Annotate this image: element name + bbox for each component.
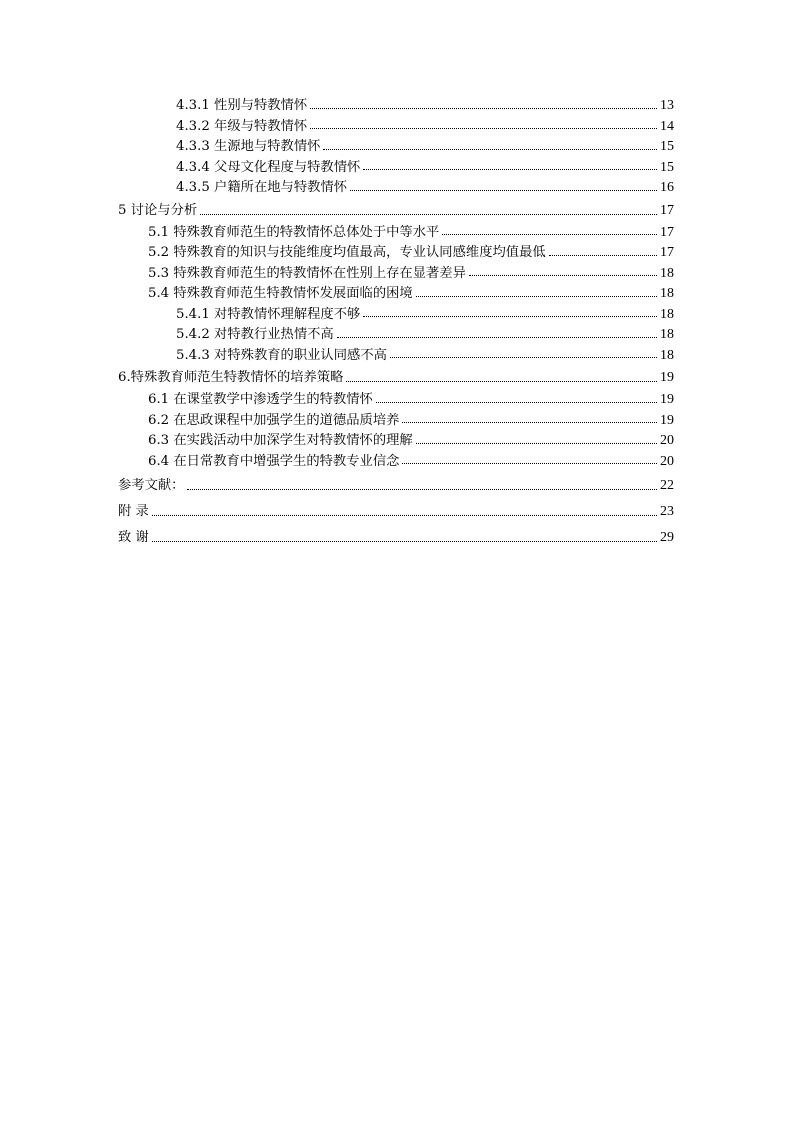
toc-entry-page: 18	[660, 265, 674, 281]
toc-entry-page: 15	[660, 159, 674, 175]
toc-entry-page: 29	[660, 530, 674, 545]
toc-entry-title: 4.3.2 年级与特教情怀	[176, 118, 308, 134]
toc-leader-dots	[416, 295, 657, 297]
toc-entry[interactable]	[118, 431, 674, 452]
toc-entry-title: 4.3.4 父母文化程度与特教情怀	[176, 159, 361, 175]
toc-leader-dots	[416, 442, 657, 444]
toc-entry[interactable]	[118, 199, 674, 223]
toc-entry-title: 4.3.5 户籍所在地与特教情怀	[176, 180, 348, 195]
toc-entry-page: 18	[660, 306, 674, 322]
toc-entry-acknowledgements[interactable]	[118, 526, 674, 550]
toc-entry[interactable]	[118, 390, 674, 411]
toc-entry-title: 6.3 在实践活动中加深学生对特教情怀的理解	[148, 433, 413, 448]
toc-entry-title: 5.4.3 对特殊教育的职业认同感不高	[176, 347, 387, 363]
toc-entry-page: 20	[660, 453, 674, 469]
toc-entry-title: 5.4.1 对特教情怀理解程度不够	[176, 306, 361, 322]
toc-entry-title: 5.1 特殊教育师范生的特教情怀总体处于中等水平	[148, 224, 440, 240]
toc-entry-title: 5.4 特殊教育师范生特教情怀发展面临的困境	[148, 286, 413, 301]
toc-entry-title: 致 谢	[118, 530, 149, 545]
toc-entry[interactable]	[118, 325, 674, 346]
toc-entry-appendix[interactable]	[118, 500, 674, 524]
toc-entry-page: 18	[660, 286, 674, 301]
toc-entry[interactable]	[118, 284, 674, 305]
toc-entry[interactable]	[118, 137, 674, 158]
toc-entry[interactable]	[118, 411, 674, 432]
toc-entry[interactable]	[118, 452, 674, 473]
toc-entry-title: 6.2 在思政课程中加强学生的道德品质培养	[148, 412, 400, 428]
toc-entry-references[interactable]	[118, 474, 674, 498]
toc-leader-dots	[376, 401, 657, 403]
toc-entry-title: 4.3.3 生源地与特教情怀	[176, 139, 321, 154]
toc-entry-title: 参考文献：	[118, 478, 185, 493]
toc-leader-dots	[549, 254, 657, 256]
toc-entry-page: 19	[660, 412, 674, 428]
toc-leader-dots	[350, 189, 657, 191]
toc-entry[interactable]	[118, 117, 674, 138]
toc-leader-dots	[152, 540, 657, 542]
toc-entry[interactable]	[118, 96, 674, 117]
toc-leader-dots	[363, 315, 657, 317]
toc-entry-page: 17	[660, 224, 674, 240]
toc-entry[interactable]	[118, 223, 674, 244]
toc-entry-title: 5.3 特殊教育师范生的特教情怀在性别上存在显著差异	[148, 265, 466, 281]
toc-entry-page: 15	[660, 139, 674, 154]
toc-entry[interactable]	[118, 178, 674, 199]
toc-entry[interactable]	[118, 158, 674, 179]
toc-entry-title: 6.1 在课堂教学中渗透学生的特教情怀	[148, 392, 373, 407]
toc-entry-page: 18	[660, 327, 674, 342]
toc-leader-dots	[200, 213, 657, 215]
toc-leader-dots	[469, 274, 657, 276]
toc-entry-page: 23	[660, 504, 674, 519]
toc-leader-dots	[402, 462, 657, 464]
toc-entry-page: 22	[660, 478, 674, 493]
toc-entry[interactable]	[118, 346, 674, 367]
toc-leader-dots	[310, 127, 657, 129]
toc-entry-page: 17	[660, 202, 674, 218]
toc-entry-page: 14	[660, 118, 674, 134]
toc-entry-title: 附 录	[118, 504, 149, 519]
toc-entry-title: 5.4.2 对特教行业热情不高	[176, 327, 334, 342]
table-of-contents	[118, 96, 674, 550]
toc-entry-title: 5 讨论与分析	[118, 202, 198, 218]
toc-leader-dots	[346, 380, 657, 382]
toc-leader-dots	[187, 488, 657, 490]
toc-leader-dots	[310, 107, 657, 109]
toc-leader-dots	[390, 356, 657, 358]
toc-leader-dots	[323, 148, 657, 150]
toc-entry-page: 20	[660, 433, 674, 448]
toc-entry-page: 16	[660, 180, 674, 195]
toc-entry-title: 6.特殊教育师范生特教情怀的培养策略	[118, 370, 344, 385]
toc-entry[interactable]	[118, 305, 674, 326]
toc-entry[interactable]	[118, 243, 674, 264]
toc-entry[interactable]	[118, 366, 674, 390]
toc-leader-dots	[337, 336, 657, 338]
toc-entry[interactable]	[118, 264, 674, 285]
toc-leader-dots	[442, 233, 657, 235]
toc-entry-title: 5.2 特殊教育的知识与技能维度均值最高，专业认同感维度均值最低	[148, 245, 546, 260]
toc-entry-page: 18	[660, 347, 674, 363]
toc-leader-dots	[152, 514, 657, 516]
toc-entry-title: 4.3.1 性别与特教情怀	[176, 98, 308, 113]
toc-entry-title: 6.4 在日常教育中增强学生的特教专业信念	[148, 453, 400, 469]
toc-entry-page: 17	[660, 245, 674, 260]
toc-entry-page: 13	[660, 98, 674, 113]
toc-leader-dots	[363, 168, 657, 170]
toc-entry-page: 19	[660, 370, 674, 385]
toc-leader-dots	[402, 421, 657, 423]
toc-entry-page: 19	[660, 392, 674, 407]
